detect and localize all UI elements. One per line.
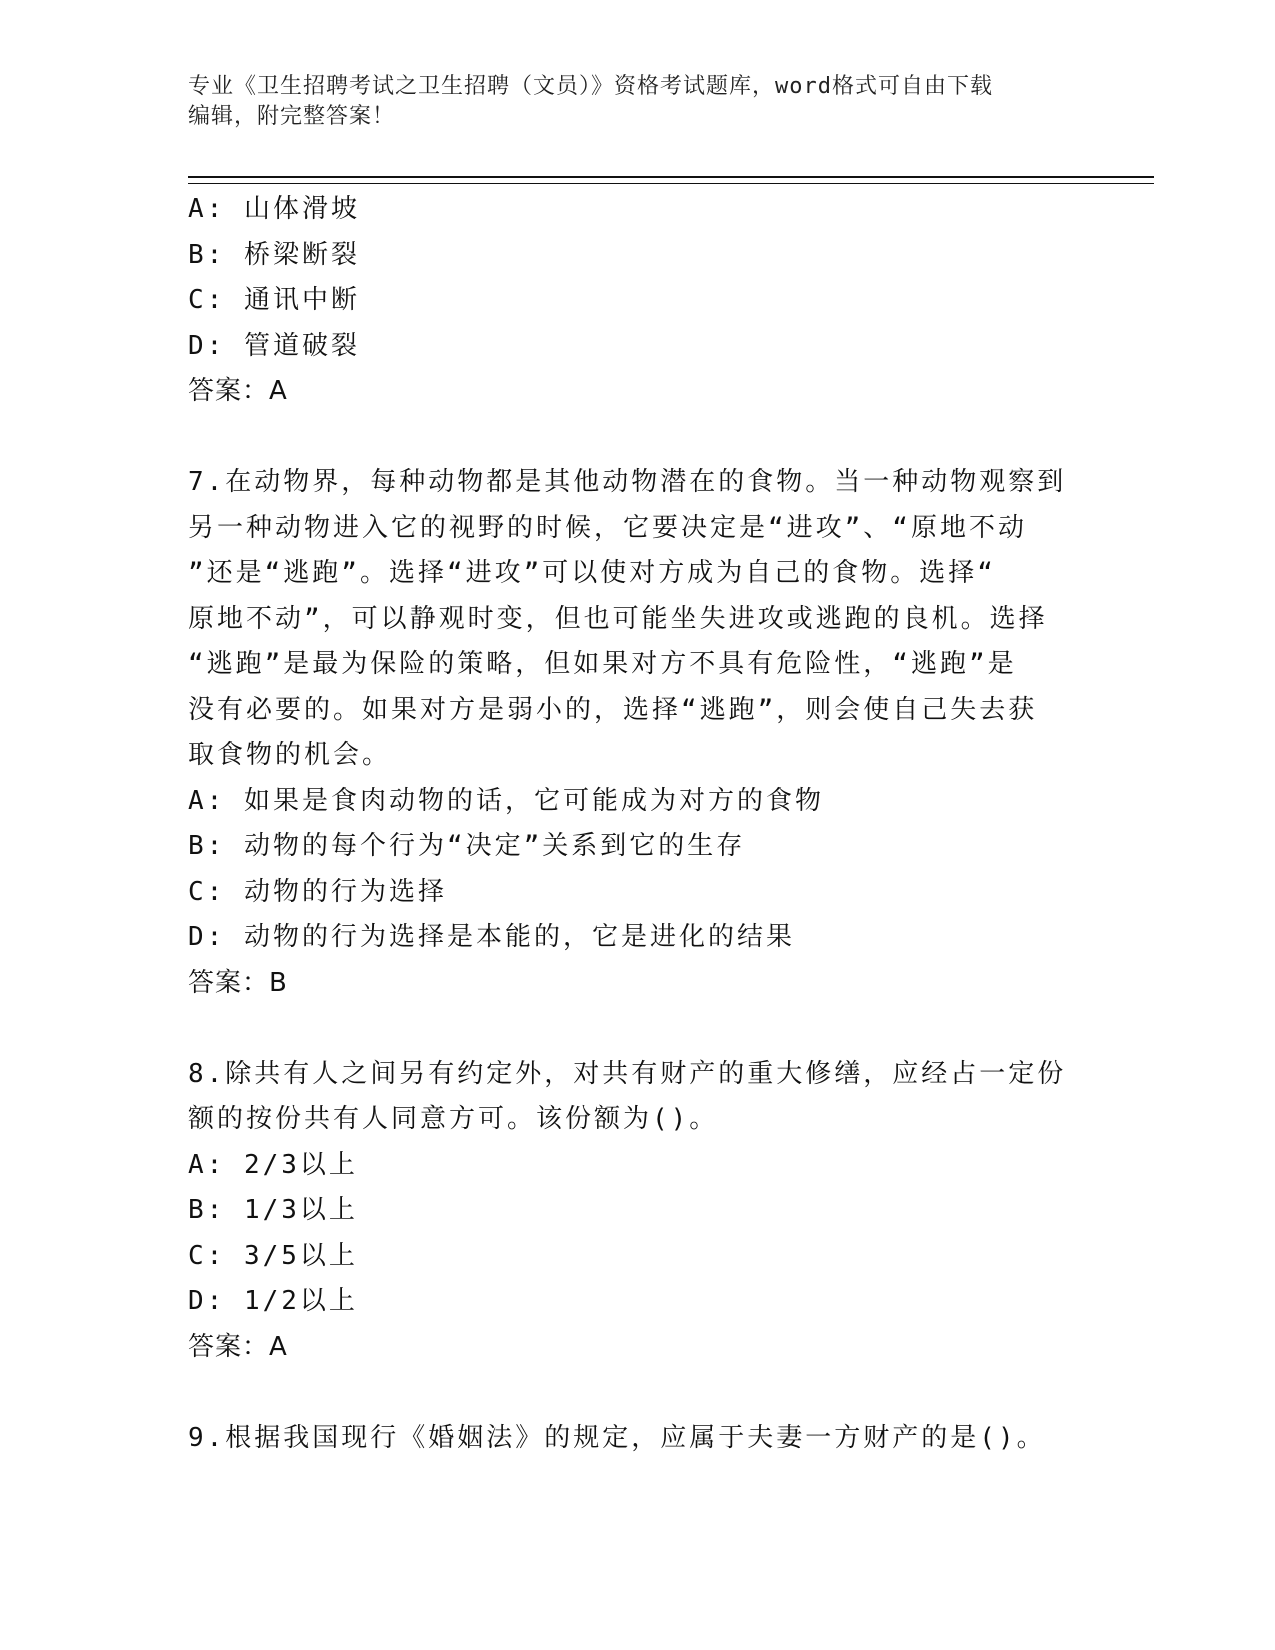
question-7 xyxy=(188,460,1068,1006)
question-list xyxy=(188,187,1068,1461)
option-d: D: 动物的行为选择是本能的，它是进化的结果 xyxy=(188,922,795,952)
spacer xyxy=(188,415,1068,461)
option-a: A: 2/3以上 xyxy=(188,1149,358,1180)
answer: 答案：A xyxy=(188,376,288,406)
question-text-line: ”还是“逃跑”。选择“进攻”可以使对方成为自己的食物。选择“ xyxy=(188,558,996,588)
question-8 xyxy=(188,1052,1068,1371)
option-b: B: 桥梁断裂 xyxy=(188,239,360,270)
spacer xyxy=(188,1370,1068,1416)
question-9 xyxy=(188,1416,1068,1462)
option-b: B: 动物的每个行为“决定”关系到它的生存 xyxy=(188,831,746,861)
answer: 答案：A xyxy=(188,1331,288,1362)
spacer xyxy=(188,1006,1068,1052)
header-line-2: 编辑，附完整答案！ xyxy=(188,104,396,129)
option-a: A: 山体滑坡 xyxy=(188,194,360,224)
option-d: D: 1/2以上 xyxy=(188,1286,358,1316)
question-text-line: 9.根据我国现行《婚姻法》的规定，应属于夫妻一方财产的是()。 xyxy=(188,1422,1046,1453)
question-text-line: 原地不动”，可以静观时变，但也可能坐失进攻或逃跑的良机。选择 xyxy=(188,603,1048,634)
option-c: C: 3/5以上 xyxy=(188,1240,358,1271)
option-c: C: 动物的行为选择 xyxy=(188,876,447,907)
option-b: B: 1/3以上 xyxy=(188,1195,358,1225)
question-text-line: 8.除共有人之间另有约定外，对共有财产的重大修缮，应经占一定份 xyxy=(188,1058,1067,1089)
answer: 答案：B xyxy=(188,967,288,998)
question-text-line: 取食物的机会。 xyxy=(188,740,392,770)
option-d: D: 管道破裂 xyxy=(188,330,360,361)
question-text-line: 7.在动物界，每种动物都是其他动物潜在的食物。当一种动物观察到 xyxy=(188,467,1067,497)
question-text-line: 另一种动物进入它的视野的时候，它要决定是“进攻”、“原地不动 xyxy=(188,512,1027,543)
question-text-line: 没有必要的。如果对方是弱小的，选择“逃跑”，则会使自己失去获 xyxy=(188,694,1038,725)
header-divider xyxy=(188,176,1154,184)
option-a: A: 如果是食肉动物的话，它可能成为对方的食物 xyxy=(188,785,824,816)
option-c: C: 通讯中断 xyxy=(188,285,360,315)
question-text-line: “逃跑”是最为保险的策略，但如果对方不具有危险性，“逃跑”是 xyxy=(188,649,1017,679)
header-line-1: 专业《卫生招聘考试之卫生招聘（文员）》资格考试题库，word格式可自由下载 xyxy=(188,74,993,99)
question-6 xyxy=(188,187,1068,415)
document-header xyxy=(188,72,1068,132)
question-text-line: 额的按份共有人同意方可。该份额为()。 xyxy=(188,1104,719,1134)
